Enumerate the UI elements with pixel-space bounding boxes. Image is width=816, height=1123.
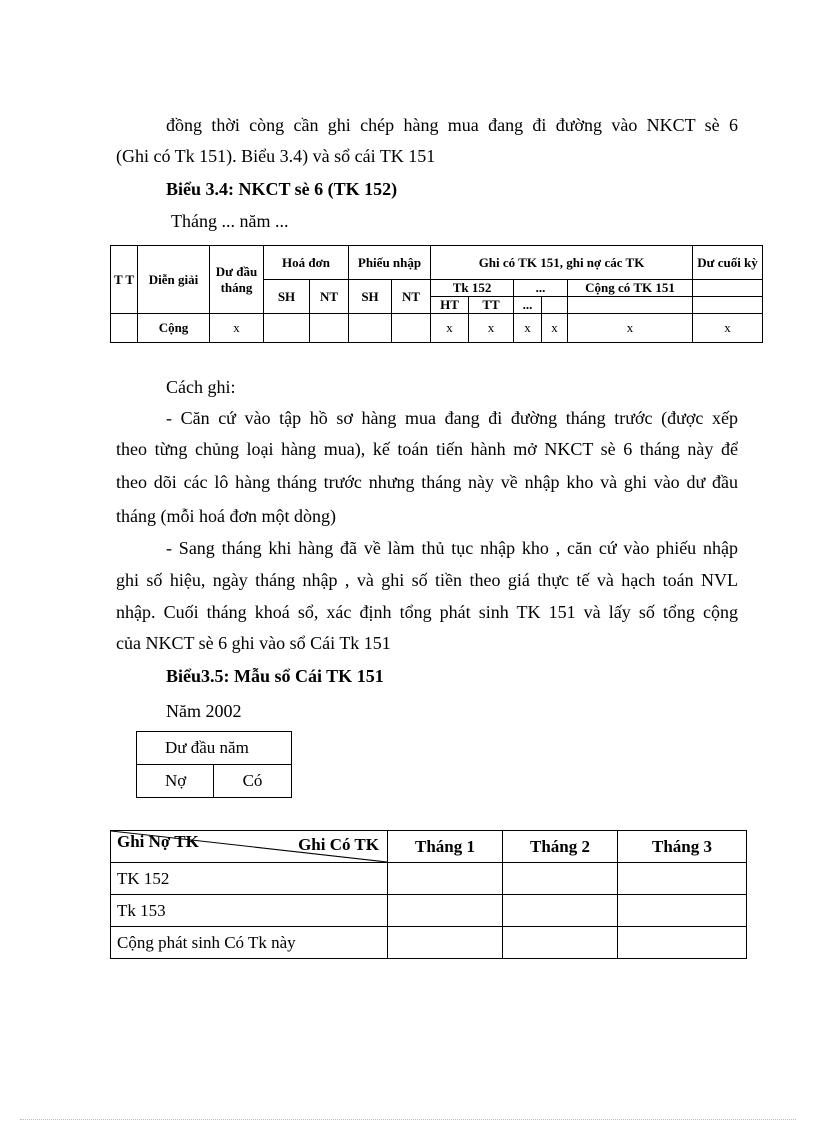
table-cell: x (568, 314, 693, 343)
header-tt: T T (111, 246, 138, 314)
p1-line-2: theo từng chủng loại hàng mua), kế toán tiến hành mở NKCT sè 6 tháng này để (116, 439, 738, 459)
header-empty (542, 297, 568, 314)
du-dau-nam-header: Dư đầu năm (137, 732, 292, 765)
bieu35-year: Năm 2002 (166, 701, 242, 721)
so-cai-table (110, 830, 747, 959)
month-header: Tháng 2 (503, 831, 618, 863)
header-du-dau-thang: Dư đầu tháng (210, 246, 264, 314)
table-cell (618, 863, 747, 895)
header-empty (693, 280, 763, 297)
row-label: Cộng phát sinh Có Tk này (111, 927, 388, 959)
header-dots: ... (514, 297, 542, 314)
header-sh: SH (349, 280, 392, 314)
header-empty (568, 297, 693, 314)
table-cell (349, 314, 392, 343)
row-label: TK 152 (111, 863, 388, 895)
header-empty (693, 297, 763, 314)
co-cell: Có (214, 765, 292, 798)
header-ht: HT (431, 297, 469, 314)
table-cell: x (693, 314, 763, 343)
bieu34-title: Biểu 3.4: NKCT sè 6 (TK 152) (166, 179, 398, 199)
ghi-no-tk-label: Ghi Nợ TK (117, 832, 199, 851)
nkct6-table (110, 245, 763, 343)
page-bottom-rule (20, 1119, 796, 1120)
table-cell (618, 927, 747, 959)
ghi-co-tk-label: Ghi Có TK (298, 835, 379, 854)
no-cell: Nợ (137, 765, 214, 798)
table-cell (503, 895, 618, 927)
header-phieu-nhap: Phiếu nhập (349, 246, 431, 280)
header-tt2: TT (469, 297, 514, 314)
header-hoa-don: Hoá đơn (264, 246, 349, 280)
table-cell (310, 314, 349, 343)
header-nt: NT (392, 280, 431, 314)
p2-line-1: - Sang tháng khi hàng đã về làm thủ tục nhập kho , căn cứ vào phiếu nhập (166, 538, 738, 558)
row-label: Tk 153 (111, 895, 388, 927)
p2-line-2: ghi số hiệu, ngày tháng nhập , và ghi số tiền theo giá thực tế và hạch toán NVL (116, 570, 738, 590)
du-dau-nam-table (136, 731, 292, 798)
month-header: Tháng 1 (388, 831, 503, 863)
header-dien-giai: Diễn giải (138, 246, 210, 314)
header-nt: NT (310, 280, 349, 314)
header-du-cuoi-ky: Dư cuối kỳ (693, 246, 763, 280)
intro-line-2: (Ghi có Tk 151). Biểu 3.4) và sổ cái TK 151 (116, 146, 436, 166)
table-cell (392, 314, 431, 343)
p1-line-3: theo dõi các lô hàng tháng trước nhưng tháng này về nhập kho và ghi vào dư đầu (116, 472, 738, 492)
header-tk152: Tk 152 (431, 280, 514, 297)
month-header: Tháng 3 (618, 831, 747, 863)
table-cell: x (210, 314, 264, 343)
table-cell (388, 927, 503, 959)
table-cell (111, 314, 138, 343)
p2-line-3: nhập. Cuối tháng khoá sổ, xác định tổng phát sinh TK 151 và lấy số tổng cộng (116, 602, 738, 622)
p1-line-1: - Căn cứ vào tập hồ sơ hàng mua đang đi đường tháng trước (được xếp (166, 408, 738, 428)
header-cong-co: Cộng có TK 151 (568, 280, 693, 297)
bieu35-title: Biểu3.5: Mẫu sổ Cái TK 151 (166, 666, 384, 686)
diagonal-header-cell (111, 831, 388, 863)
table-cell (503, 863, 618, 895)
bieu34-subtitle: Tháng ... năm ... (171, 211, 289, 231)
header-ghi-co: Ghi có TK 151, ghi nợ các TK (431, 246, 693, 280)
table-cell (618, 895, 747, 927)
row-cong-label: Cộng (138, 314, 210, 343)
table-cell: x (469, 314, 514, 343)
p1-line-4: tháng (mỗi hoá đơn một dòng) (116, 506, 336, 526)
table-cell: x (431, 314, 469, 343)
table-cell: x (542, 314, 568, 343)
header-sh: SH (264, 280, 310, 314)
intro-line-1: đồng thời còng cần ghi chép hàng mua đang đi đường vào NKCT sè 6 (166, 115, 738, 135)
cach-ghi-title: Cách ghi: (166, 377, 236, 397)
table-cell: x (514, 314, 542, 343)
table-cell (388, 863, 503, 895)
header-dots: ... (514, 280, 568, 297)
table-cell (388, 895, 503, 927)
table-cell (264, 314, 310, 343)
table-cell (503, 927, 618, 959)
p2-line-4: của NKCT sè 6 ghi vào sổ Cái Tk 151 (116, 633, 391, 653)
